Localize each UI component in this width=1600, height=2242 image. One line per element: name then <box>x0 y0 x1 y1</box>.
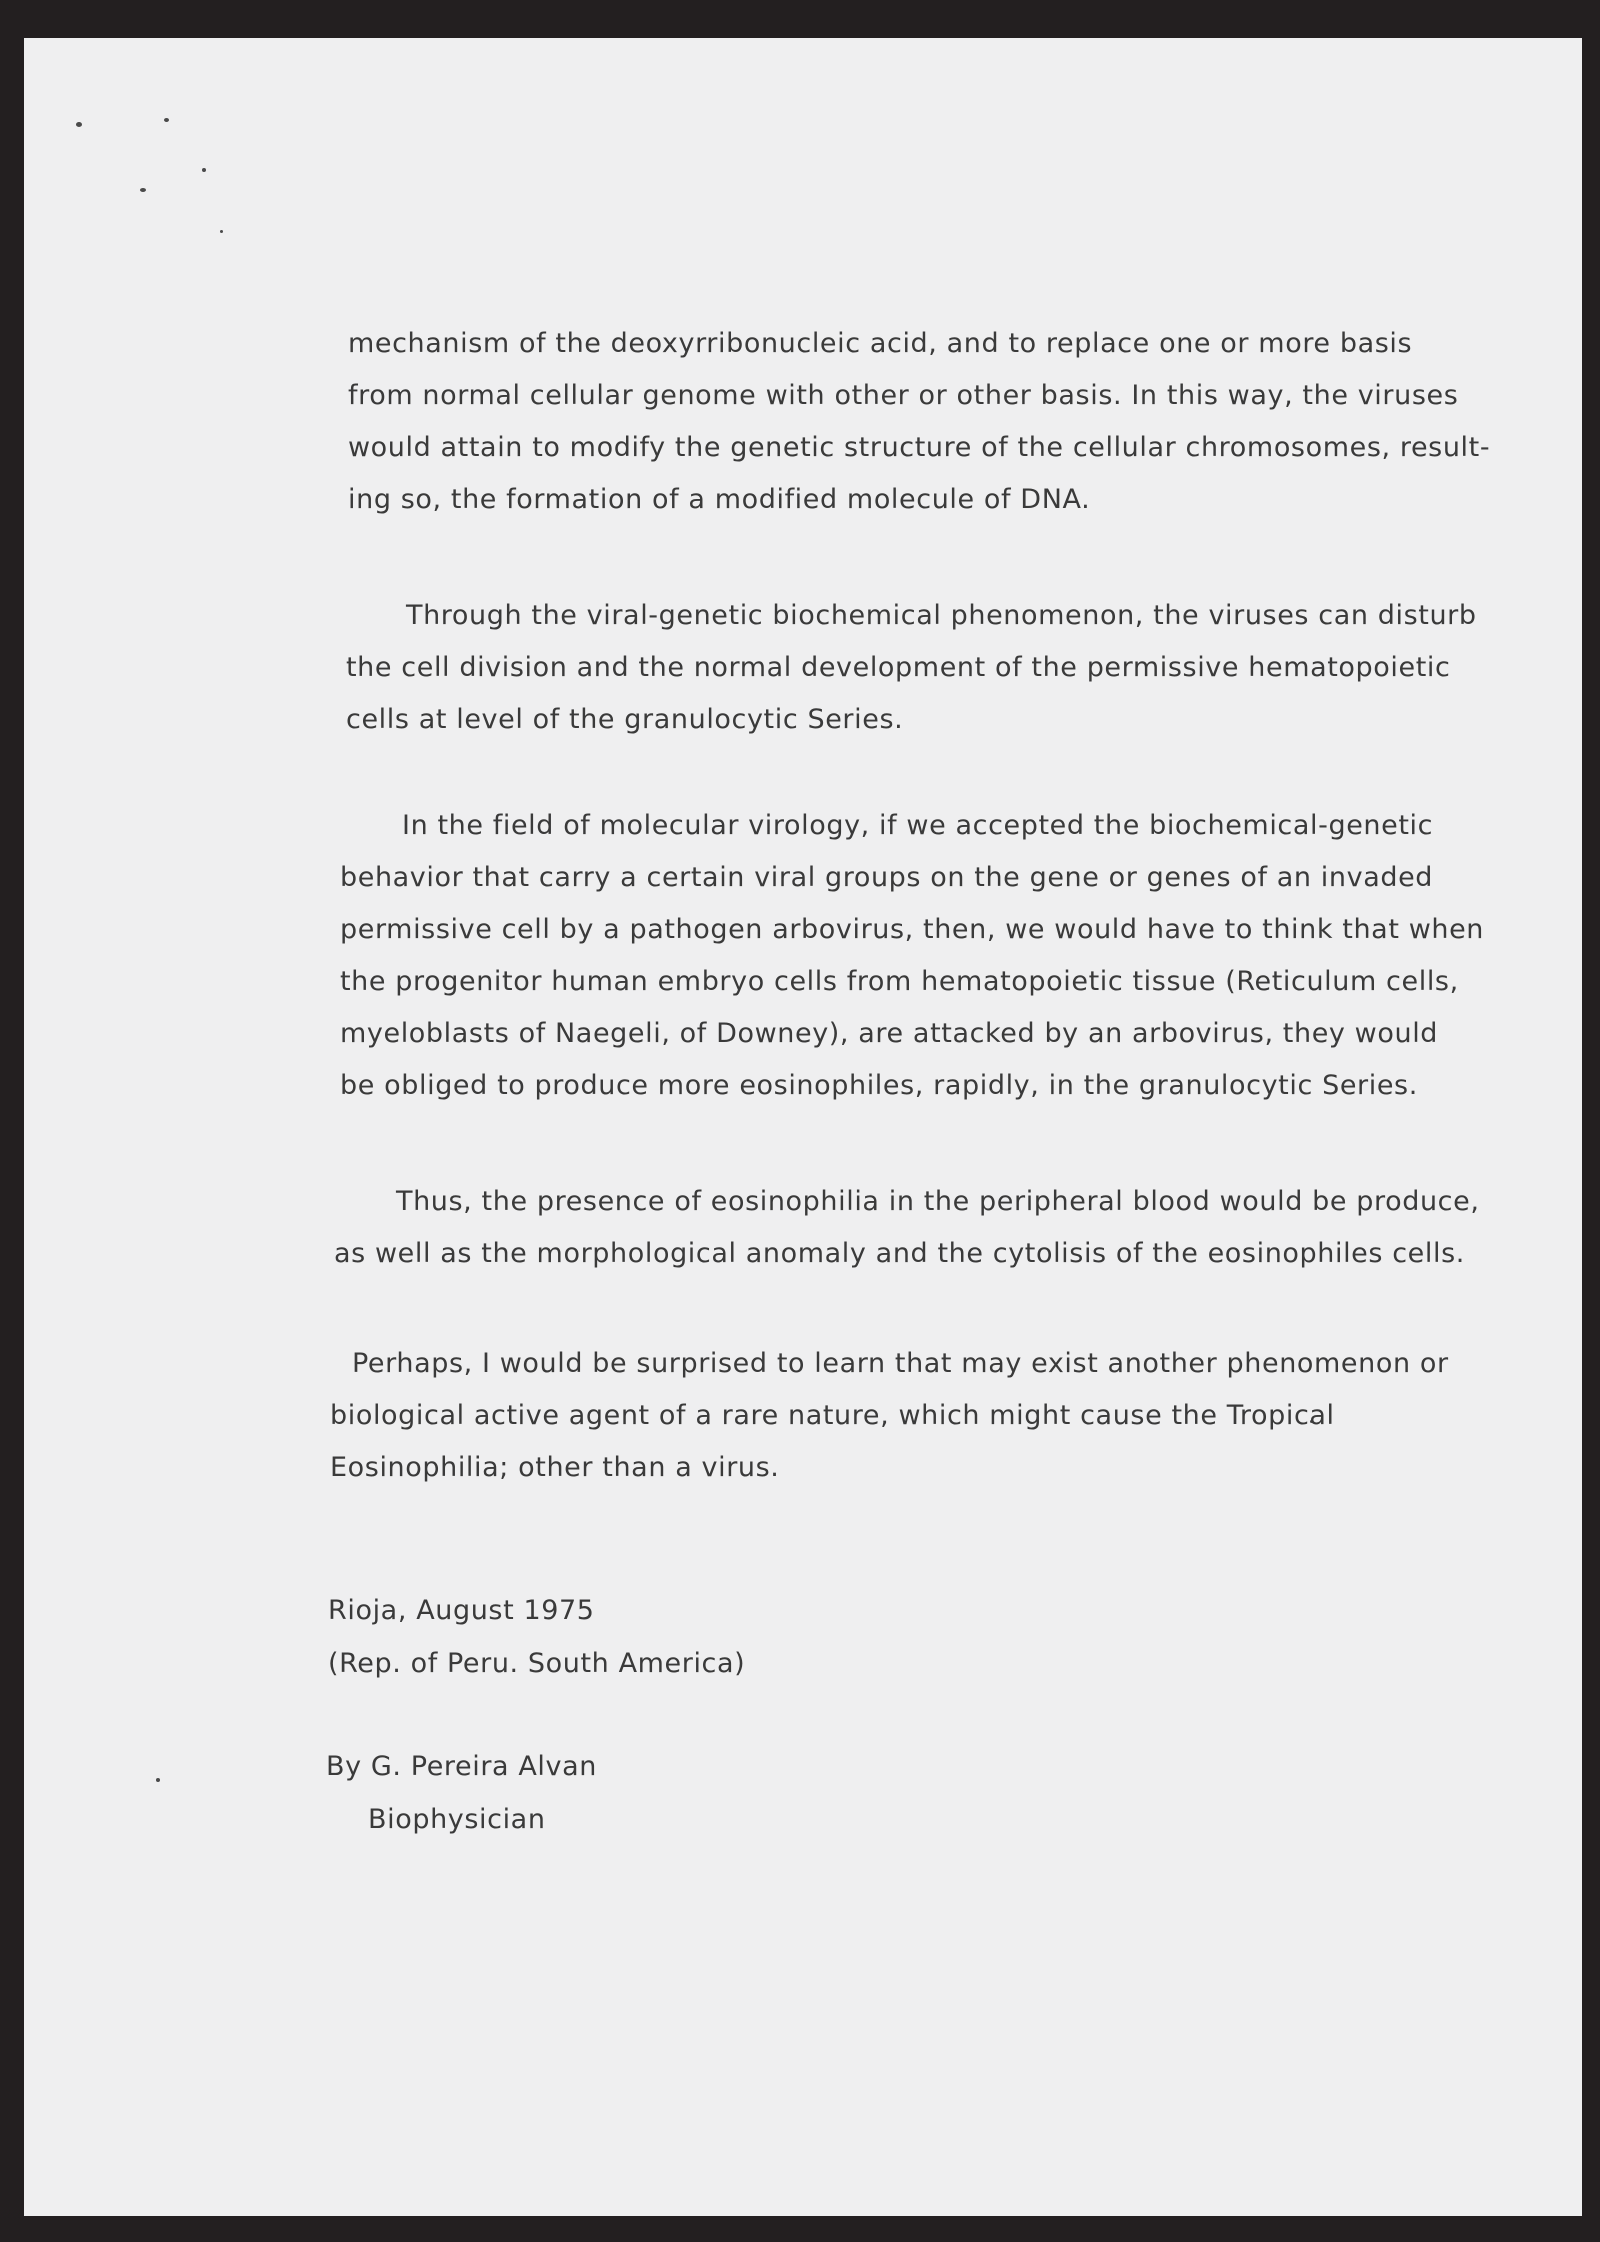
speck-mark <box>202 168 206 172</box>
text-line: Through the viral-genetic biochemical phenomenon, the viruses can disturb <box>406 600 1477 631</box>
text-line: permissive cell by a pathogen arbovirus, then, we would have to think that when <box>340 914 1485 945</box>
author-title: Biophysician <box>368 1804 546 1835</box>
text-line: mechanism of the deoxyrribonucleic acid, and to replace one or more basis <box>348 328 1413 359</box>
paragraph-5 <box>330 1338 1449 1494</box>
text-line: the cell division and the normal development of the permissive hematopoietic <box>346 652 1451 683</box>
speck-mark <box>220 230 223 233</box>
paragraph-1 <box>348 318 1490 526</box>
speck-mark <box>156 1778 160 1782</box>
author-name: By G. Pereira Alvan <box>326 1751 597 1782</box>
place-date: Rioja, August 1975 <box>328 1595 595 1626</box>
text-line: In the field of molecular virology, if we accepted the biochemical-genetic <box>402 810 1434 841</box>
text-line: be obliged to produce more eosinophiles, rapidly, in the granulocytic Series. <box>340 1070 1418 1101</box>
text-line: Eosinophilia; other than a virus. <box>330 1452 780 1483</box>
author-block <box>326 1740 597 1846</box>
paragraph-3 <box>340 800 1484 1112</box>
speck-mark <box>164 118 169 122</box>
text-line: the progenitor human embryo cells from hematopoietic tissue (Reticulum cells, <box>340 966 1459 997</box>
paragraph-4 <box>334 1176 1480 1280</box>
text-line: behavior that carry a certain viral groups on the gene or genes of an invaded <box>340 862 1434 893</box>
text-line: would attain to modify the genetic structure of the cellular chromosomes, result- <box>348 432 1491 463</box>
text-line: myeloblasts of Naegeli, of Downey), are attacked by an arbovirus, they would <box>340 1018 1439 1049</box>
text-line: from normal cellular genome with other or other basis. In this way, the viruses <box>348 380 1459 411</box>
location: (Rep. of Peru. South America) <box>328 1648 746 1679</box>
text-line: Thus, the presence of eosinophilia in the peripheral blood would be produce, <box>396 1186 1480 1217</box>
paragraph-2 <box>346 590 1477 746</box>
text-line: biological active agent of a rare nature, which might cause the Tropical <box>330 1400 1335 1431</box>
text-line: Perhaps, I would be surprised to learn that may exist another phenomenon or <box>352 1348 1449 1379</box>
text-line: as well as the morphological anomaly and the cytolisis of the eosinophiles cells. <box>334 1238 1465 1269</box>
speck-mark <box>140 188 146 192</box>
text-line: ing so, the formation of a modified molecule of DNA. <box>348 484 1091 515</box>
document-page <box>24 38 1582 2216</box>
text-line: cells at level of the granulocytic Series. <box>346 704 904 735</box>
speck-mark <box>76 122 82 127</box>
place-date-block <box>328 1584 745 1690</box>
